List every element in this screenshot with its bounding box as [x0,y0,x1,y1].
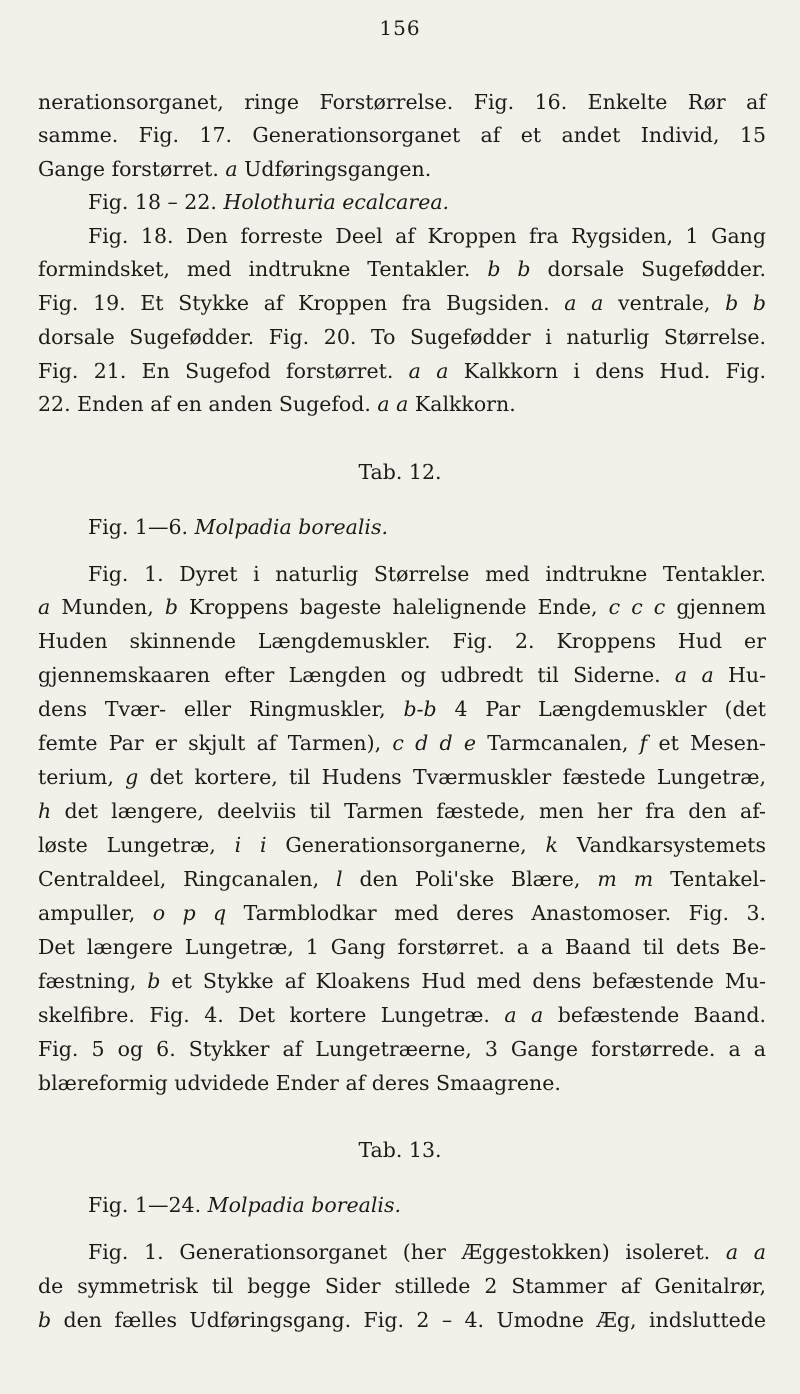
text-line: Centraldeel, Ringcanalen, l den Poli'ske Blære, m m Tentakel- [38,867,766,891]
text-line: Fig. 18. Den forreste Deel af Kroppen fra Rygsiden, 1 Gang [88,224,766,248]
figure-heading: Fig. 18 – 22. Holothuria ecalcarea. [88,190,450,214]
text-line: Fig. 1. Dyret i naturlig Størrelse med indtrukne Tentakler. [88,562,766,586]
page-number: 156 [379,16,421,40]
text-line: terium, g det kortere, til Hudens Tværmuskler fæstede Lungetræ, [38,765,767,789]
section-heading: Tab. 13. [358,1138,442,1162]
figure-heading: Fig. 1—6. Molpadia borealis. [88,515,388,539]
text-line: Huden skinnende Længdemuskler. Fig. 2. Kroppens Hud er [38,629,766,653]
text-line: Fig. 19. Et Stykke af Kroppen fra Bugsiden. a a ventrale, b b [38,291,767,315]
text-line: Gange forstørret. a Udføringsgangen. [38,157,432,181]
text-line: skelfibre. Fig. 4. Det kortere Lungetræ. a a befæstende Baand. [38,1003,767,1027]
text-line: nerationsorganet, ringe Forstørrelse. Fig. 16. Enkelte Rør af [38,90,766,114]
text-line: fæstning, b et Stykke af Kloakens Hud med dens befæstende Mu- [38,969,766,993]
text-line: de symmetrisk til begge Sider stillede 2 Stammer af Genitalrør, [38,1274,766,1298]
species-name: Holothuria ecalcarea. [223,190,450,214]
text-line: 22. Enden af en anden Sugefod. a a Kalkkorn. [38,392,516,416]
text-line: formindsket, med indtrukne Tentakler. b b dorsale Sugefødder. [38,257,766,281]
text-line: blæreformig udvidede Ender af deres Smaagrene. [38,1071,561,1095]
text-line: Det længere Lungetræ, 1 Gang forstørret. a a Baand til dets Be- [38,935,766,959]
figure-heading: Fig. 1—24. Molpadia borealis. [88,1193,402,1217]
text-line: gjennemskaaren efter Længden og udbredt til Siderne. a a Hu- [38,663,766,687]
text-line: dens Tvær- eller Ringmuskler, b-b 4 Par Længdemuskler (det [38,697,766,721]
text-line: femte Par er skjult af Tarmen), c d d e Tarmcanalen, f et Mesen- [38,731,766,755]
section-heading: Tab. 12. [358,460,442,484]
text-line: h det længere, deelviis til Tarmen fæstede, men her fra den af- [38,799,766,823]
text-line: Fig. 21. En Sugefod forstørret. a a Kalkkorn i dens Hud. Fig. [38,359,766,383]
text-line: samme. Fig. 17. Generationsorganet af et andet Individ, 15 [38,123,766,147]
text-line: løste Lungetræ, i i Generationsorganerne, k Vandkarsystemets [38,833,766,857]
species-name: Molpadia borealis. [207,1193,402,1217]
species-name: Molpadia borealis. [194,515,388,539]
text-line: dorsale Sugefødder. Fig. 20. To Sugefødder i naturlig Størrelse. [38,325,766,349]
text-line: a Munden, b Kroppens bageste halelignende Ende, c c c gjennem [38,595,766,619]
text-line: Fig. 1. Generationsorganet (her Æggestokken) isoleret. a a [88,1240,766,1264]
text-line: Fig. 5 og 6. Stykker af Lungetræerne, 3 Gange forstørrede. a a [38,1037,766,1061]
text-line: b den fælles Udføringsgang. Fig. 2 – 4. Umodne Æg, indsluttede [38,1308,766,1332]
text-line: ampuller, o p q Tarmblodkar med deres Anastomoser. Fig. 3. [38,901,767,925]
